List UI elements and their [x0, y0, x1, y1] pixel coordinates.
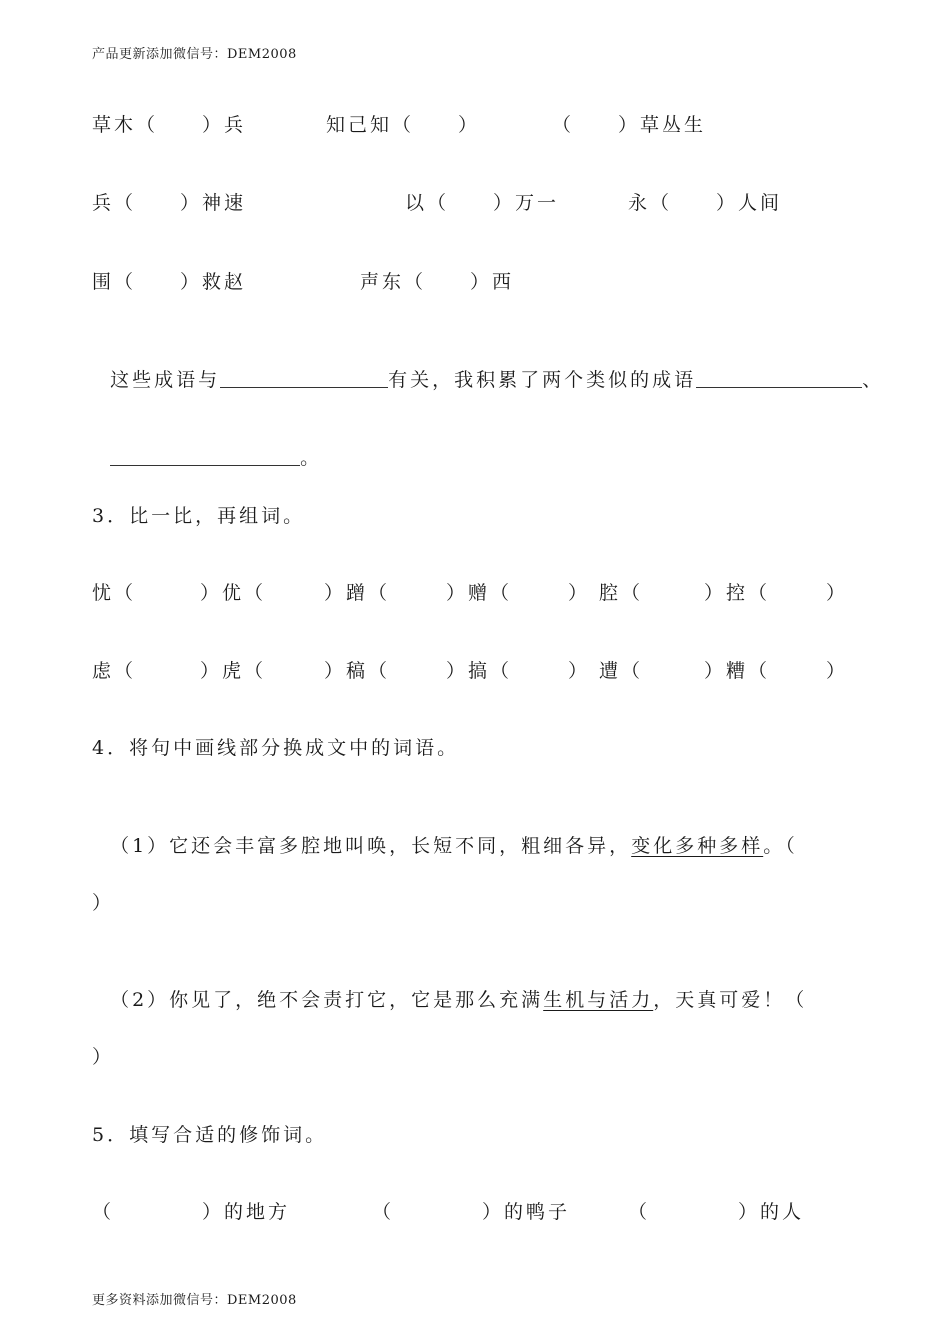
- idiom-item: 草木（ ）兵: [92, 114, 247, 136]
- compare-cell: ）: [826, 582, 849, 604]
- modifier-item: （ ）的鸭子: [372, 1201, 571, 1223]
- compare-cell: ） 腔（: [568, 582, 644, 604]
- summary-line-2: [92, 430, 322, 468]
- idiom-item: 以（ ）万一: [405, 192, 560, 214]
- underlined-phrase: 生机与活力: [543, 989, 654, 1011]
- sentence-text: ，天真可爱！（: [653, 989, 808, 1011]
- idiom-item: （ ）草丛生: [552, 114, 707, 136]
- idiom-item: 兵（ ）神速: [92, 192, 247, 214]
- idiom-item: 知己知（ ）: [326, 114, 481, 136]
- compare-cell: ）优（: [200, 582, 267, 604]
- page-footer: 更多资料添加微信号：DEM2008: [92, 1293, 297, 1308]
- idiom-item: 围（ ）救赵: [92, 271, 247, 293]
- sentence-text: （2）你见了，绝不会责打它，它是那么充满: [110, 989, 544, 1011]
- summary-text: 、: [862, 369, 885, 391]
- underlined-phrase: 变化多种多样: [631, 835, 764, 857]
- compare-cell: 忧（: [92, 582, 137, 604]
- sentence-1-close: ）: [92, 892, 115, 914]
- compare-cell: ）控（: [704, 582, 771, 604]
- compare-cell: ）搞（: [446, 660, 513, 682]
- summary-text: 这些成语与: [110, 369, 221, 391]
- compare-cell: ）稿（: [324, 660, 391, 682]
- idiom-item: 声东（ ）西: [360, 271, 515, 293]
- compare-cell: ）糟（: [704, 660, 771, 682]
- summary-text: 。: [300, 447, 323, 469]
- compare-cell: ）蹭（: [324, 582, 391, 604]
- page-header: 产品更新添加微信号：DEM2008: [92, 47, 297, 62]
- compare-cell: ）虎（: [200, 660, 267, 682]
- answer-blank[interactable]: [696, 371, 862, 388]
- sentence-2-close: ）: [92, 1046, 115, 1068]
- question-3-title: 3．比一比，再组词。: [92, 505, 306, 527]
- summary-line: [92, 352, 884, 390]
- sentence-1: [92, 818, 798, 856]
- compare-cell: ）赠（: [446, 582, 513, 604]
- compare-cell: ）: [826, 660, 849, 682]
- summary-text: 有关，我积累了两个类似的成语: [388, 369, 697, 391]
- sentence-text: （1）它还会丰富多腔地叫唤，长短不同，粗细各异，: [110, 835, 632, 857]
- answer-blank[interactable]: [110, 449, 300, 466]
- question-4-title: 4．将句中画线部分换成文中的词语。: [92, 737, 460, 759]
- idiom-item: 永（ ）人间: [628, 192, 783, 214]
- modifier-item: （ ）的人: [628, 1201, 805, 1223]
- sentence-2: [92, 972, 807, 1010]
- answer-blank[interactable]: [220, 371, 388, 388]
- compare-cell: ） 遭（: [568, 660, 644, 682]
- question-5-title: 5．填写合适的修饰词。: [92, 1124, 328, 1146]
- sentence-text: 。（: [763, 835, 798, 857]
- compare-cell: 虑（: [92, 660, 137, 682]
- modifier-item: （ ）的地方: [92, 1201, 291, 1223]
